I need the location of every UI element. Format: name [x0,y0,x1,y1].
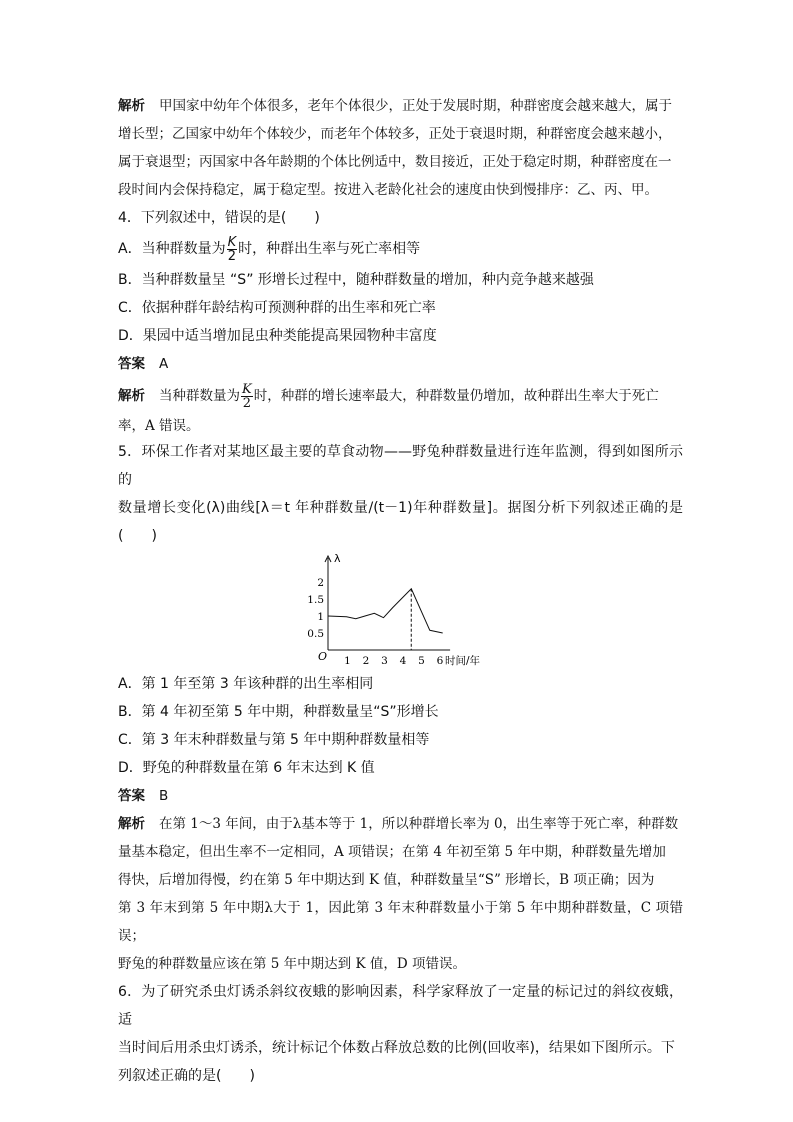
lambda-series-line [328,589,443,633]
question-5-stem: 5．环保工作者对某地区最主要的草食动物——野兔种群数量进行连年监测，得到如图所示的 数量增长变化(λ)曲线[λ＝t 年种群数量/(t－1)年种群数量]。据图分析下列叙述正确的是( ) [118,444,683,544]
question-5-option-b: B．第 4 年初至第 5 年中期，种群数量呈“S”形增长 [118,704,439,720]
fraction-k-over-2: $\frac{K}{2}$ [227,234,237,264]
x-tick-label: 4 [399,655,407,667]
y-tick-label: 0.5 [307,628,324,640]
x-axis-label: 时间/年 [445,655,481,667]
x-tick-label: 1 [344,655,351,667]
question-5-option-d: D．野兔的种群数量在第 6 年末达到 K 值 [118,760,375,776]
x-tick-label: 3 [381,655,388,667]
question-5-option-c: C．第 3 年末种群数量与第 5 年中期种群数量相等 [118,732,430,748]
y-tick-label: 1.5 [307,594,324,606]
question-4-answer: 答案 A [118,356,169,372]
origin-label: O [318,650,328,663]
question-4-option-a: A．当种群数量为 $\frac{K}{2}$ 时，种群出生率与死亡率相等 [118,234,421,264]
question-4-option-c: C．依据种群年龄结构可预测种群的出生率和死亡率 [118,300,436,316]
lambda-line-chart [300,550,490,670]
document-page [118,92,683,1090]
x-tick-label: 2 [362,655,370,667]
lambda-chart [118,550,683,670]
question-5-option-a: A．第 1 年至第 3 年该种群的出生率相同 [118,676,374,692]
question-4-option-b: B．当种群数量呈 “S” 形增长过程中，随种群数量的增加，种内竞争越来越强 [118,272,594,288]
x-tick-label: 5 [418,655,425,667]
question-5-analysis: 解析 在第 1～3 年间，由于λ基本等于 1，所以种群增长率为 0，出生率等于死亡率，种群数 量基本稳定，但出生率不一定相同，A 项错误；在第 4 年初至第 5 年中期，种群数量先增加 得快，后增加得慢，约在第 5 年中期达到 K 值，种群数量呈“S” 形增长，B 项正确；因为 第 3 年末到第 5 年中期λ大于 1，因此第 3 年末种群数量小于第 5 年中期种群数量，C 项错误； 野兔的种群数量应该在第 5 年中期达到 K 值，D 项错误。 [118,816,683,972]
question-5-answer: 答案 B [118,788,169,804]
question-4-analysis: 解析 当种群数量为 $\frac{K}{2}$ 时，种群的增长速率最大，种群数量仍增加，故种群出生率大于死亡 率，A 错误。 [118,382,659,434]
question-4-stem: 4．下列叙述中，错误的是( ) [118,210,320,226]
question-4-option-d: D．果园中适当增加昆虫种类能提高果园物种丰富度 [118,328,437,344]
y-tick-label: 2 [317,577,324,589]
analysis-label: 解析 [118,98,145,114]
y-tick-label: 1 [317,611,324,623]
question-6-stem: 6．为了研究杀虫灯诱杀斜纹夜蛾的影响因素，科学家释放了一定量的标记过的斜纹夜蛾，适 当时间后用杀虫灯诱杀，统计标记个体数占释放总数的比例(回收率)，结果如下图所示。下 列叙述正确的是( ) [118,984,683,1084]
fraction-k-over-2: $\frac{K}{2}$ [242,382,252,411]
x-tick-label: 6 [436,655,444,667]
prev-analysis: 解析 甲国家中幼年个体很多，老年个体很少，正处于发展时期，种群密度会越来越大，属于 增长型；乙国家中幼年个体较少，而老年个体较多，正处于衰退时期，种群密度会越来越小， 属于衰退型；丙国家中各年龄期的个体比例适中，数目接近，正处于稳定时期，种群密度在一 段时间内会保持稳定，属于稳定型。按进入老龄化社会的速度由快到慢排序：乙、丙、甲。 [118,98,672,198]
y-axis-label: λ [334,552,341,565]
